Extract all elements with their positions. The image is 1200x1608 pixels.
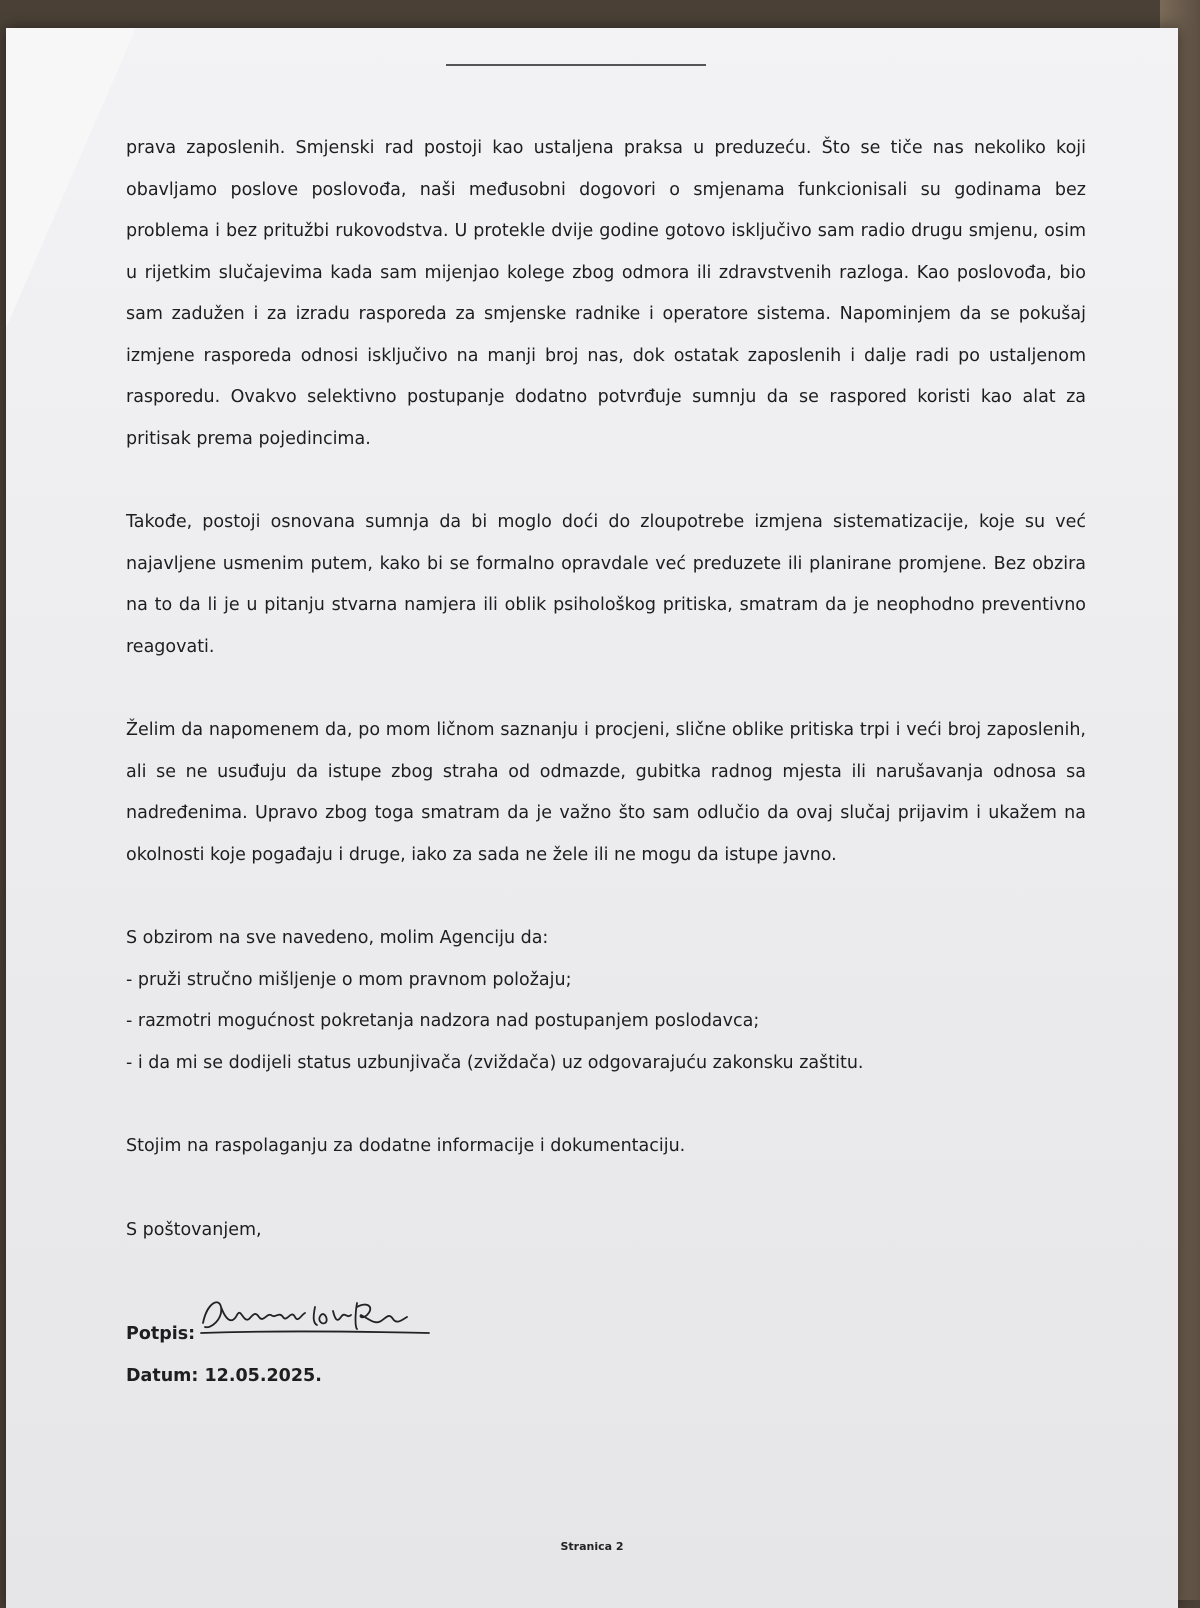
availability-statement: Stojim na raspolaganju za dodatne informacije i dokumentaciju. [126,1136,686,1156]
list-item: - i da mi se dodijeli status uzbunjivača (zviždača) uz odgovarajuću zakonsku zaštitu. [126,1052,864,1073]
closing-salutation: S poštovanjem, [126,1219,262,1240]
header-rule [446,64,706,66]
request-list [126,960,1086,1085]
paragraph-systematization: Takođe, postoji osnovana sumnja da bi moglo doći do zloupotrebe izmjena sistematizacije, koje su već najavljene usmenim putem, kako bi se formalno opravdale već preduzete ili planirane promjene. Bez obzira na to da li je u pitanju stvarna namjera ili oblik psihološkog pritiska, smatram da je neophodno preventivno reagovati. [126,512,1086,657]
request-intro: S obzirom na sve navedeno, molim Agenciju da: [126,928,549,948]
previous-page-corner [6,28,136,328]
paragraph-other-employees: Želim da napomenem da, po mom ličnom saznanju i procjeni, slične oblike pritiska trpi i veći broj zaposlenih, ali se ne usuđuju da istupe zbog straha od odmazde, gubitka radnog mjesta ili narušavanja odnosa sa nadređenima. Upravo zbog toga smatram da je važno što sam odlučio da ovaj slučaj prijavim i ukažem na okolnosti koje pogađaju i druge, iako za sada ne žele ili ne mogu da istupe javno. [126,720,1086,865]
page-number: Stranica 2 [560,1540,624,1553]
list-item: - razmotri mogućnost pokretanja nadzora nad postupanjem poslodavca; [126,1011,760,1031]
document-page [6,28,1178,1608]
paragraph-shift-schedule: prava zaposlenih. Smjenski rad postoji kao ustaljena praksa u preduzeću. Što se tiče nas nekoliko koji obavljamo poslove poslovođa, naši međusobni dogovori o smjenama funkcionisali su godinama bez problema i bez pritužbi rukovodstva. U protekle dvije godine gotovo isključivo sam radio drugu smjenu, osim u rijetkim slučajevima kada sam mijenjao kolege zbog odmora ili zdravstvenih razloga. Kao poslovođa, bio sam zadužen i za izradu rasporeda za smjenske radnike i operatore sistema. Napominjem da se pokušaj izmjene rasporeda odnosi isključivo na manji broj nas, dok ostatak zaposlenih i dalje radi po ustaljenom rasporedu. Ovakvo selektivno postupanje dodatno potvrđuje sumnju da se raspored koristi kao alat za pritisak prema pojedincima. [126,138,1086,449]
signature-row [126,1293,1086,1356]
handwritten-signature [197,1293,437,1339]
document-body [126,128,1086,1397]
signature-label: Potpis: [126,1324,196,1344]
list-item: - pruži stručno mišljenje o mom pravnom položaju; [126,969,572,990]
date-line: Datum: 12.05.2025. [126,1365,322,1386]
